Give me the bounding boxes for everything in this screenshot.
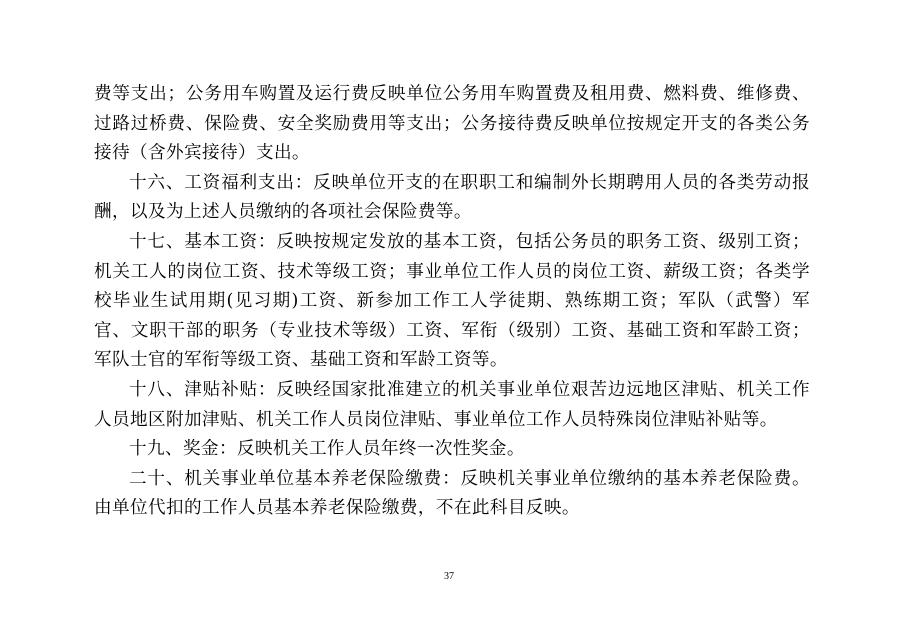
- paragraph-16-salary-welfare: 十六、工资福利支出：反映单位开支的在职职工和编制外长期聘用人员的各类劳动报酬，以及为上述人员缴纳的各项社会保险费等。: [94, 172, 810, 223]
- paragraph-17-basic-salary: 十七、基本工资：反映按规定发放的基本工资，包括公务员的职务工资、级别工资；机关工人的岗位工资、技术等级工资；事业单位工作人员的岗位工资、薪级工资；各类学校毕业生试用期(见习期)工资、新参加工作工人学徒期、熟练期工资；军队（武警）军官、文职干部的职务（专业技术等级）工资、军衔（级别）工资、基础工资和军龄工资；军队士官的军衔等级工资、基础工资和军龄工资等。: [94, 231, 810, 371]
- body-text: [94, 80, 810, 524]
- paragraph-20-pension-insurance: 二十、机关事业单位基本养老保险缴费：反映机关事业单位缴纳的基本养老保险费。由单位代扣的工作人员基本养老保险缴费，不在此科目反映。: [94, 468, 810, 519]
- paragraph-19-bonus: 十九、奖金：反映机关工作人员年终一次性奖金。: [129, 439, 525, 460]
- page-number: 37: [444, 571, 454, 582]
- paragraph-18-allowances: 十八、津贴补贴：反映经国家批准建立的机关事业单位艰苦边远地区津贴、机关工作人员地区附加津贴、机关工作人员岗位津贴、事业单位工作人员特殊岗位津贴补贴等。: [94, 379, 810, 430]
- paragraph-continued: 费等支出；公务用车购置及运行费反映单位公务用车购置费及租用费、燃料费、维修费、过路过桥费、保险费、安全奖励费用等支出；公务接待费反映单位按规定开支的各类公务接待（含外宾接待）支出。: [94, 84, 810, 164]
